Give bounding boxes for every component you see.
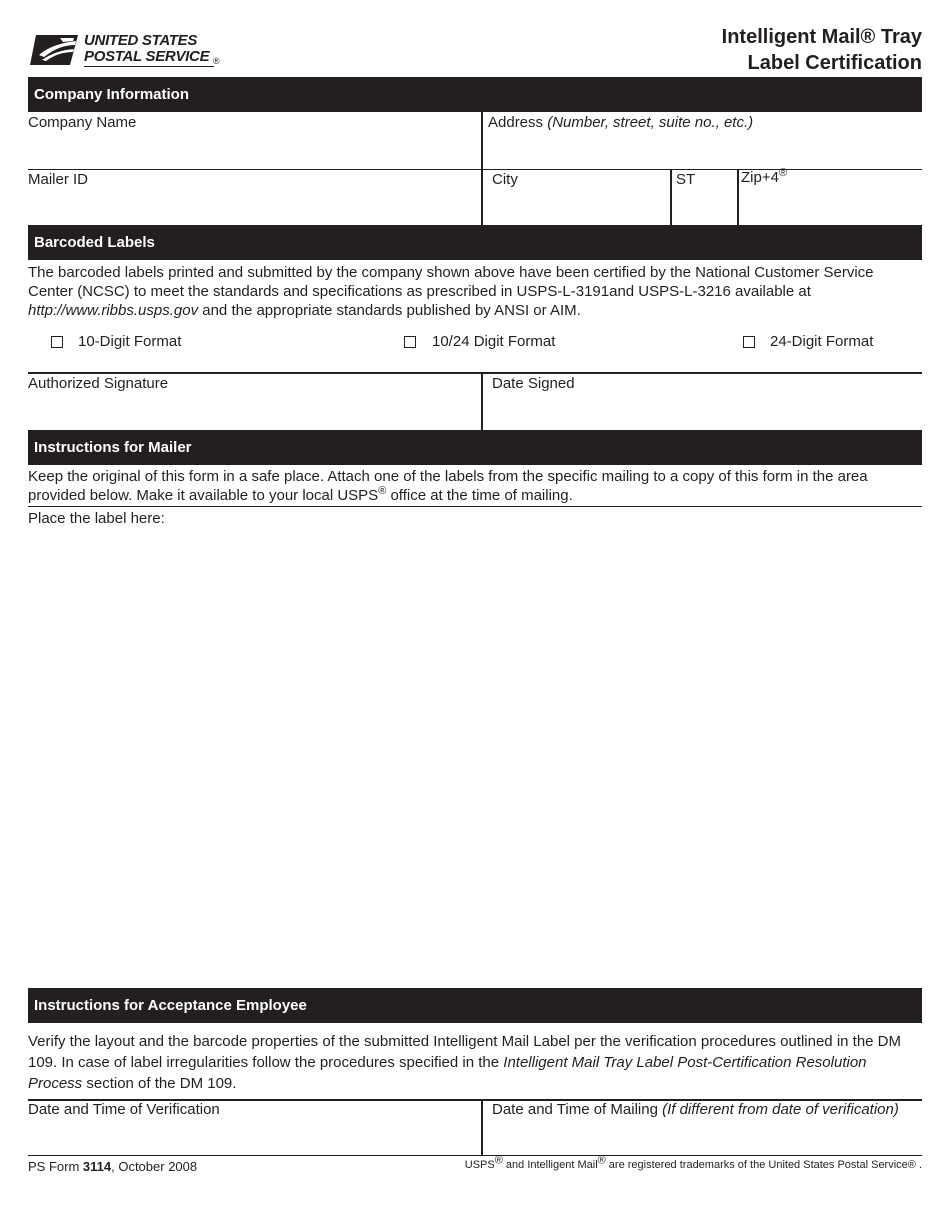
ribbs-link[interactable]: http://www.ribbs.usps.gov — [28, 302, 199, 319]
mailer-id-field[interactable] — [28, 170, 481, 225]
form-prefix: PS Form — [28, 1159, 83, 1174]
trademark-notice — [464, 1154, 922, 1171]
address-hint: (Number, street, suite no., etc.) — [547, 114, 754, 131]
acceptance-text-part1: Verify the layout and the barcode properties of the submitted Intelligent Mail Label per the verification procedures outlined in the DM 109. In case of label irregularities follow the procedures specified in the — [28, 1033, 902, 1071]
zip-label: Zip+4 — [741, 169, 779, 186]
address-label: Address — [488, 114, 544, 131]
place-label-text: Place the label here: — [28, 510, 165, 527]
zip-registered-mark: ® — [778, 167, 788, 179]
logo-line1: UNITED STATES — [84, 32, 198, 49]
mailer-instructions-header: Instructions for Mailer — [28, 430, 922, 465]
checkbox-10-digit[interactable] — [51, 336, 63, 348]
option-24-digit-label: 24-Digit Format — [770, 333, 874, 350]
tm-sup2: ® — [597, 1154, 606, 1167]
label-placement-area[interactable] — [28, 530, 922, 985]
authorized-signature-field[interactable] — [28, 374, 481, 430]
logo-line2: POSTAL SERVICE — [84, 48, 210, 65]
divider — [28, 506, 922, 507]
mailer-text-part2: office at the time of mailing. — [386, 487, 573, 504]
tm-sup1: ® — [494, 1154, 503, 1167]
mailing-datetime-field[interactable] — [483, 1101, 922, 1154]
barcoded-text-part2: and the appropriate standards published by ANSI or AIM. — [198, 302, 581, 319]
verification-datetime-field[interactable] — [28, 1101, 481, 1154]
acceptance-instructions-text — [28, 1031, 922, 1094]
form-number — [28, 1159, 197, 1174]
zip-field[interactable] — [739, 170, 922, 225]
company-name-field[interactable] — [28, 112, 481, 169]
tm-usps: USPS — [464, 1159, 495, 1171]
divider — [481, 1100, 483, 1155]
st-field[interactable] — [672, 170, 737, 225]
company-info-header: Company Information — [28, 77, 922, 112]
mailing-datetime-label: Date and Time of Mailing — [492, 1101, 658, 1118]
barcoded-labels-header: Barcoded Labels — [28, 225, 922, 260]
date-signed-field[interactable] — [483, 374, 922, 430]
city-label: City — [492, 171, 518, 188]
tm-end: are registered trademarks of the United States Postal Service® . — [605, 1159, 922, 1171]
mailer-id-label: Mailer ID — [28, 171, 89, 188]
mailing-datetime-hint: (If different from date of verification) — [662, 1101, 899, 1118]
form-date: , October 2008 — [111, 1159, 198, 1174]
title-line1: Intelligent Mail® Tray — [721, 26, 922, 48]
address-field[interactable] — [483, 112, 922, 169]
barcoded-labels-text — [28, 263, 922, 320]
date-signed-label: Date Signed — [492, 375, 575, 392]
option-10-24-digit-label: 10/24 Digit Format — [432, 333, 556, 350]
company-name-label: Company Name — [28, 114, 137, 131]
eagle-logo-icon — [30, 33, 80, 67]
divider — [481, 112, 483, 225]
acceptance-text-part2: section of the DM 109. — [82, 1075, 237, 1092]
checkbox-10-24-digit[interactable] — [404, 336, 416, 348]
acceptance-text-italic: Intelligent Mail Tray Label Post-Certification Resolution Process — [28, 1054, 867, 1092]
form-number-value: 3114 — [82, 1159, 112, 1174]
form-title — [722, 24, 922, 76]
divider — [481, 373, 483, 430]
barcoded-text-part1: The barcoded labels printed and submitted by the company shown above have been certified by the National Customer Service Center (NCSC) to meet the standards and specifications as prescribed in USPS-L-3191and USPS-L-3216 available at — [28, 264, 874, 300]
authorized-signature-label: Authorized Signature — [28, 375, 169, 392]
verification-datetime-label: Date and Time of Verification — [28, 1101, 220, 1118]
title-line2: Label Certification — [747, 52, 922, 74]
divider — [737, 169, 739, 225]
mailer-text-part1: Keep the original of this form in a safe place. Attach one of the labels from the specific mailing to a copy of this form in the area provided below. Make it available to your local USPS — [28, 468, 868, 504]
usps-logo — [30, 33, 230, 69]
divider — [28, 1155, 922, 1156]
acceptance-instructions-header: Instructions for Acceptance Employee — [28, 988, 922, 1023]
logo-underline — [84, 66, 214, 67]
checkbox-24-digit[interactable] — [743, 336, 755, 348]
mailer-instructions-text — [28, 467, 922, 505]
logo-registered-mark: ® — [213, 56, 220, 66]
option-10-digit-label: 10-Digit Format — [78, 333, 182, 350]
st-label: ST — [676, 171, 696, 188]
divider — [670, 169, 672, 225]
tm-mid: and Intelligent Mail — [502, 1159, 598, 1171]
usps-registered-mark: ® — [378, 485, 387, 497]
city-field[interactable] — [483, 170, 670, 225]
